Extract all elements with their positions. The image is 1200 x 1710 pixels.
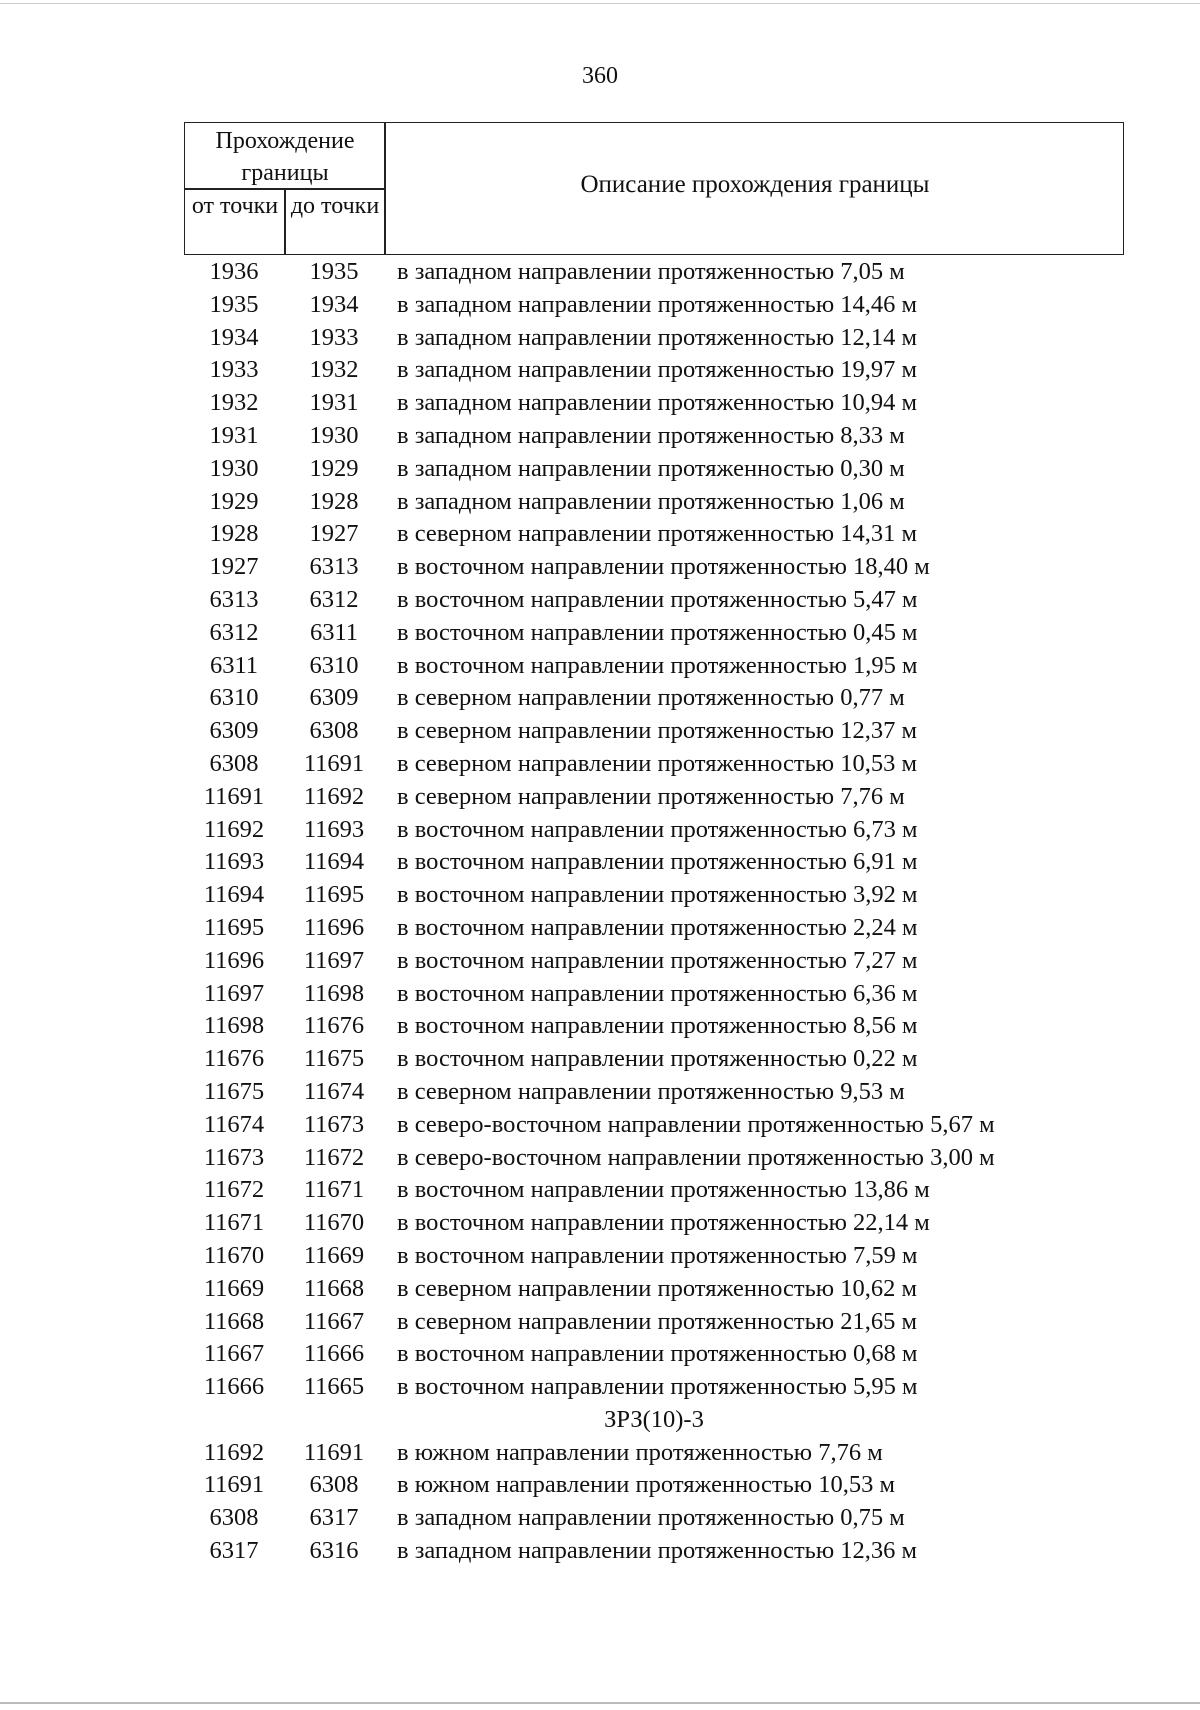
cell-from-point: 6310 bbox=[209, 684, 259, 712]
cell-from-point: 11672 bbox=[203, 1176, 265, 1204]
table-row bbox=[184, 518, 1124, 551]
cell-description: в южном направлении протяженностью 10,53 м bbox=[397, 1471, 895, 1499]
cell-to-point: 6308 bbox=[309, 1471, 359, 1499]
cell-to-point: 11693 bbox=[303, 815, 365, 843]
cell-from-point: 11666 bbox=[203, 1373, 265, 1401]
table-row bbox=[184, 551, 1124, 584]
cell-to-point: 11675 bbox=[303, 1045, 365, 1073]
table-row bbox=[184, 748, 1124, 781]
cell-from-point: 11696 bbox=[203, 946, 265, 974]
cell-from-point: 11693 bbox=[203, 848, 265, 876]
cell-from-point: 11692 bbox=[203, 815, 265, 843]
cell-description: в восточном направлении протяженностью 13,86 м bbox=[397, 1176, 930, 1204]
cell-from-point: 11668 bbox=[203, 1307, 265, 1335]
cell-description: в западном направлении протяженностью 12,36 м bbox=[397, 1537, 918, 1565]
cell-from-point: 6312 bbox=[209, 618, 259, 646]
table-row bbox=[184, 912, 1124, 945]
cell-to-point: 11672 bbox=[303, 1143, 365, 1171]
table-row bbox=[184, 1306, 1124, 1339]
cell-to-point: 11694 bbox=[303, 848, 365, 876]
cell-to-point: 1935 bbox=[309, 258, 359, 285]
cell-description: в северном направлении протяженностью 9,53 м bbox=[397, 1077, 905, 1105]
cell-from-point: 1935 bbox=[209, 290, 259, 318]
cell-from-point: 1928 bbox=[209, 520, 259, 548]
cell-from-point: 11671 bbox=[203, 1209, 265, 1237]
table-row bbox=[184, 1174, 1124, 1207]
cell-to-point: 11674 bbox=[303, 1077, 365, 1105]
cell-from-point: 11676 bbox=[203, 1045, 265, 1073]
cell-from-point: 6309 bbox=[209, 717, 259, 745]
table-row bbox=[184, 682, 1124, 715]
cell-description: в восточном направлении протяженностью 6,73 м bbox=[397, 815, 918, 843]
cell-description: в северном направлении протяженностью 14,31 м bbox=[397, 520, 917, 548]
table-row bbox=[184, 1371, 1124, 1404]
cell-to-point: 11698 bbox=[303, 979, 365, 1007]
table-row bbox=[184, 584, 1124, 617]
cell-to-point: 11697 bbox=[303, 946, 365, 974]
cell-to-point: 11676 bbox=[303, 1012, 365, 1040]
table-row bbox=[184, 256, 1124, 289]
cell-description: в северном направлении протяженностью 12,37 м bbox=[397, 717, 917, 745]
cell-to-point: 11692 bbox=[303, 782, 365, 810]
table-row bbox=[184, 879, 1124, 912]
cell-to-point: 6312 bbox=[309, 585, 359, 613]
cell-from-point: 1932 bbox=[209, 389, 259, 417]
cell-to-point: 11667 bbox=[303, 1307, 365, 1335]
cell-to-point: 1929 bbox=[309, 454, 359, 482]
table-row bbox=[184, 486, 1124, 519]
header-from-point: от точки bbox=[191, 193, 279, 219]
cell-from-point: 11695 bbox=[203, 913, 265, 941]
cell-description: в южном направлении протяженностью 7,76 м bbox=[397, 1438, 883, 1466]
cell-to-point: 11696 bbox=[303, 913, 365, 941]
cell-description: в западном направлении протяженностью 7,05 м bbox=[397, 258, 905, 285]
cell-to-point: 6313 bbox=[309, 553, 359, 581]
cell-description: в восточном направлении протяженностью 2,24 м bbox=[397, 913, 918, 941]
table-row bbox=[184, 715, 1124, 748]
table-row bbox=[184, 322, 1124, 355]
cell-to-point: 6310 bbox=[309, 651, 359, 679]
cell-from-point: 11673 bbox=[203, 1143, 265, 1171]
table-row bbox=[184, 814, 1124, 847]
cell-description: в восточном направлении протяженностью 0,22 м bbox=[397, 1045, 918, 1073]
table-row bbox=[184, 781, 1124, 814]
cell-from-point: 6308 bbox=[209, 749, 259, 777]
cell-description: в восточном направлении протяженностью 6,91 м bbox=[397, 848, 918, 876]
cell-from-point: 1930 bbox=[209, 454, 259, 482]
cell-description: в западном направлении протяженностью 14,46 м bbox=[397, 290, 918, 318]
table-row bbox=[184, 650, 1124, 683]
cell-description: в западном направлении протяженностью 10,94 м bbox=[397, 389, 918, 417]
cell-to-point: 1928 bbox=[309, 487, 359, 515]
table-row bbox=[184, 1437, 1124, 1470]
cell-description: в западном направлении протяженностью 12,14 м bbox=[397, 323, 918, 351]
cell-from-point: 11698 bbox=[203, 1012, 265, 1040]
cell-from-point: 6308 bbox=[209, 1504, 259, 1532]
table-row bbox=[184, 846, 1124, 879]
header-divider-horizontal bbox=[185, 188, 385, 190]
section-boundary-rows bbox=[184, 1437, 1124, 1568]
cell-to-point: 6316 bbox=[309, 1537, 359, 1565]
table-row bbox=[184, 1240, 1124, 1273]
cell-description: в восточном направлении протяженностью 5,47 м bbox=[397, 585, 918, 613]
cell-to-point: 6311 bbox=[309, 618, 359, 646]
header-to-point: до точки bbox=[290, 193, 380, 219]
boundary-table-body bbox=[184, 256, 1124, 1568]
header-divider-subcolumn bbox=[284, 189, 286, 254]
cell-from-point: 1931 bbox=[209, 421, 259, 449]
cell-description: в восточном направлении протяженностью 0,68 м bbox=[397, 1340, 918, 1368]
cell-to-point: 11691 bbox=[303, 1438, 365, 1466]
cell-description: в северном направлении протяженностью 21,65 м bbox=[397, 1307, 917, 1335]
table-row bbox=[184, 945, 1124, 978]
table-row bbox=[184, 1469, 1124, 1502]
table-row bbox=[184, 617, 1124, 650]
cell-description: в западном направлении протяженностью 19,97 м bbox=[397, 356, 918, 384]
cell-to-point: 1933 bbox=[309, 323, 359, 351]
cell-to-point: 11671 bbox=[303, 1176, 365, 1204]
table-row bbox=[184, 1502, 1124, 1535]
scan-edge-bottom bbox=[0, 1702, 1200, 1704]
table-header bbox=[184, 122, 1124, 255]
cell-description: в западном направлении протяженностью 8,33 м bbox=[397, 421, 905, 449]
cell-from-point: 11669 bbox=[203, 1274, 265, 1302]
header-boundary-passage: Прохождение границы bbox=[215, 128, 355, 186]
cell-description: в северо-восточном направлении протяженностью 3,00 м bbox=[397, 1143, 995, 1171]
table-row bbox=[184, 1207, 1124, 1240]
cell-to-point: 6317 bbox=[309, 1504, 359, 1532]
table-row bbox=[184, 1010, 1124, 1043]
cell-description: в восточном направлении протяженностью 3,92 м bbox=[397, 881, 918, 909]
table-row bbox=[184, 1043, 1124, 1076]
cell-from-point: 1927 bbox=[209, 553, 259, 581]
page-number: 360 bbox=[582, 63, 618, 89]
cell-description: в восточном направлении протяженностью 5,95 м bbox=[397, 1373, 918, 1401]
cell-description: в восточном направлении протяженностью 0,45 м bbox=[397, 618, 918, 646]
section-title: ЗРЗ(10)-3 bbox=[604, 1405, 704, 1433]
cell-to-point: 1932 bbox=[309, 356, 359, 384]
table-row bbox=[184, 1535, 1124, 1568]
cell-from-point: 11691 bbox=[203, 782, 265, 810]
table-row bbox=[184, 354, 1124, 387]
cell-to-point: 1930 bbox=[309, 421, 359, 449]
table-row bbox=[184, 1142, 1124, 1175]
cell-description: в северном направлении протяженностью 10,53 м bbox=[397, 749, 917, 777]
table-row bbox=[184, 1273, 1124, 1306]
cell-description: в западном направлении протяженностью 0,30 м bbox=[397, 454, 905, 482]
cell-from-point: 1929 bbox=[209, 487, 259, 515]
cell-description: в западном направлении протяженностью 1,06 м bbox=[397, 487, 905, 515]
table-row bbox=[184, 978, 1124, 1011]
cell-description: в восточном направлении протяженностью 7,59 м bbox=[397, 1241, 918, 1269]
cell-from-point: 1934 bbox=[209, 323, 259, 351]
cell-to-point: 11665 bbox=[303, 1373, 365, 1401]
cell-description: в восточном направлении протяженностью 18,40 м bbox=[397, 553, 930, 581]
cell-description: в восточном направлении протяженностью 6,36 м bbox=[397, 979, 918, 1007]
header-description: Описание прохождения границы bbox=[580, 171, 930, 198]
table-row bbox=[184, 1076, 1124, 1109]
table-row bbox=[184, 1338, 1124, 1371]
cell-to-point: 6309 bbox=[309, 684, 359, 712]
cell-to-point: 11691 bbox=[303, 749, 365, 777]
cell-to-point: 11695 bbox=[303, 881, 365, 909]
cell-to-point: 11668 bbox=[303, 1274, 365, 1302]
cell-from-point: 11692 bbox=[203, 1438, 265, 1466]
cell-from-point: 11691 bbox=[203, 1471, 265, 1499]
cell-description: в северном направлении протяженностью 0,77 м bbox=[397, 684, 905, 712]
cell-from-point: 6317 bbox=[209, 1537, 259, 1565]
cell-to-point: 11673 bbox=[303, 1110, 365, 1138]
cell-from-point: 1933 bbox=[209, 356, 259, 384]
cell-description: в северном направлении протяженностью 10,62 м bbox=[397, 1274, 917, 1302]
cell-description: в западном направлении протяженностью 0,75 м bbox=[397, 1504, 905, 1532]
cell-from-point: 6313 bbox=[209, 585, 259, 613]
table-row bbox=[184, 453, 1124, 486]
cell-description: в восточном направлении протяженностью 1,95 м bbox=[397, 651, 918, 679]
cell-from-point: 11675 bbox=[203, 1077, 265, 1105]
cell-description: в северном направлении протяженностью 7,76 м bbox=[397, 782, 905, 810]
cell-from-point: 6311 bbox=[209, 651, 259, 679]
cell-from-point: 11670 bbox=[203, 1241, 265, 1269]
scan-edge-top bbox=[0, 3, 1200, 4]
table-row bbox=[184, 387, 1124, 420]
cell-from-point: 11667 bbox=[203, 1340, 265, 1368]
cell-from-point: 11697 bbox=[203, 979, 265, 1007]
table-row bbox=[184, 1109, 1124, 1142]
cell-from-point: 11694 bbox=[203, 881, 265, 909]
cell-to-point: 1934 bbox=[309, 290, 359, 318]
table-row bbox=[184, 420, 1124, 453]
cell-from-point: 11674 bbox=[203, 1110, 265, 1138]
cell-to-point: 11669 bbox=[303, 1241, 365, 1269]
table-row bbox=[184, 289, 1124, 322]
cell-from-point: 1936 bbox=[209, 258, 259, 285]
cell-description: в восточном направлении протяженностью 7,27 м bbox=[397, 946, 918, 974]
cell-to-point: 1927 bbox=[309, 520, 359, 548]
cell-to-point: 11666 bbox=[303, 1340, 365, 1368]
section-title-row bbox=[184, 1404, 1124, 1437]
cell-description: в восточном направлении протяженностью 8,56 м bbox=[397, 1012, 918, 1040]
boundary-rows bbox=[184, 256, 1124, 1404]
cell-to-point: 1931 bbox=[309, 389, 359, 417]
cell-to-point: 6308 bbox=[309, 717, 359, 745]
cell-to-point: 11670 bbox=[303, 1209, 365, 1237]
cell-description: в восточном направлении протяженностью 22,14 м bbox=[397, 1209, 930, 1237]
cell-description: в северо-восточном направлении протяженностью 5,67 м bbox=[397, 1110, 995, 1138]
